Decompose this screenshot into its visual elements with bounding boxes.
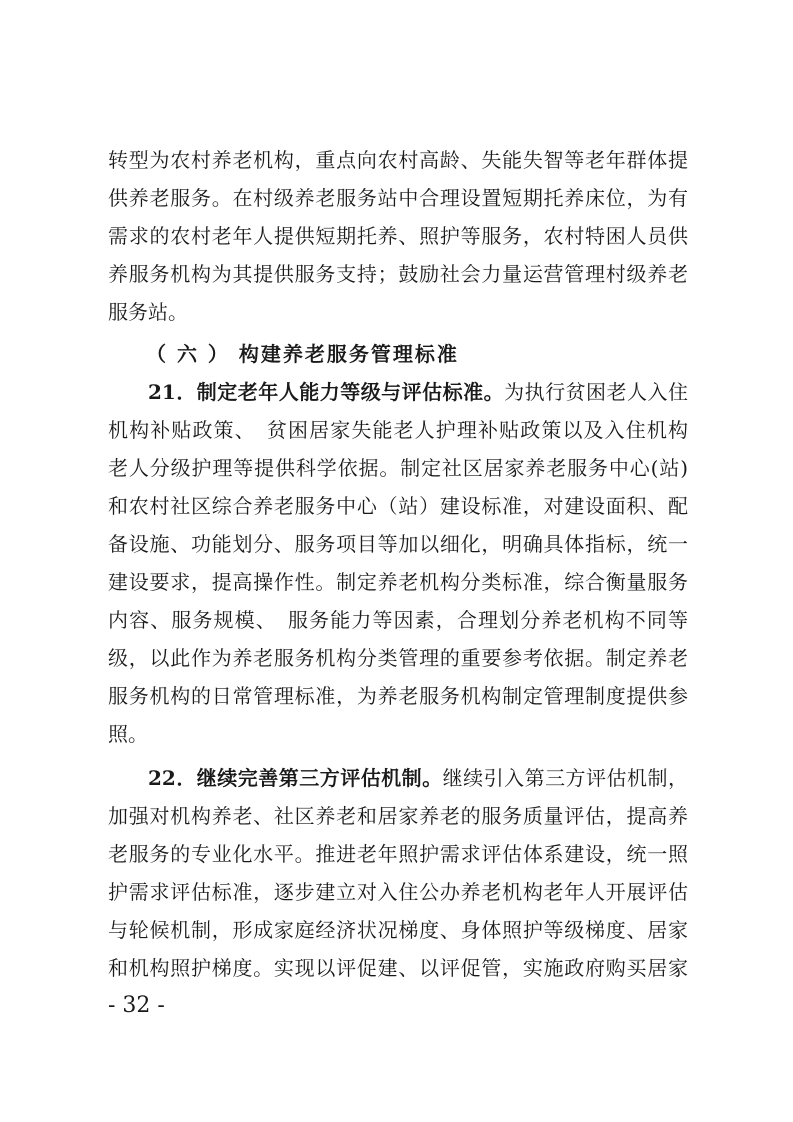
item22-first-line [148, 762, 688, 794]
body-text-line: 加强对机构养老、社区养老和居家养老的服务质量评估，提高养 [108, 804, 688, 828]
body-text-line: 和机构照护梯度。实现以评促建、以评促管，实施政府购买居家 [108, 956, 688, 980]
body-text-line: 级，以此作为养老服务机构分类管理的重要参考依据。制定养老 [108, 646, 688, 670]
item21-title: 21．制定老年人能力等级与评估标准。 [148, 380, 505, 404]
body-text-line: 内容、服务规模、 服务能力等因素，合理划分养老机构不同等 [108, 608, 688, 632]
body-text-line: 老人分级护理等提供科学依据。制定社区居家养老服务中心(站) [108, 456, 688, 480]
body-text-line: 和农村社区综合养老服务中心（站）建设标准，对建设面积、配 [108, 494, 688, 518]
item21-first-line [148, 376, 688, 408]
page-number: - 32 - [108, 993, 165, 1018]
body-text-line: 服务机构的日常管理标准，为养老服务机构制定管理制度提供参 [108, 684, 688, 708]
body-text-line: 与轮候机制，形成家庭经济状况梯度、身体照护等级梯度、居家 [108, 918, 688, 942]
body-text-line: 服务站。 [108, 300, 188, 324]
body-text-line: 供养老服务。在村级养老服务站中合理设置短期托养床位，为有 [108, 186, 688, 210]
body-text-line: 转型为农村养老机构，重点向农村高龄、失能失智等老年群体提 [108, 148, 688, 172]
body-text-line: 养服务机构为其提供服务支持；鼓励社会力量运营管理村级养老 [108, 262, 688, 286]
body-text-line: 机构补贴政策、 贫困居家失能老人护理补贴政策以及入住机构 [108, 418, 688, 442]
body-text-line: 照。 [108, 722, 148, 746]
item21-first-line-text: 为执行贫困老人入住 [504, 380, 688, 404]
body-text-line: 护需求评估标准，逐步建立对入住公办养老机构老年人开展评估 [108, 880, 688, 904]
section-heading: （ 六 ） 构建养老服务管理标准 [146, 342, 459, 366]
body-text-line: 备设施、功能划分、服务项目等加以细化，明确具体指标，统一 [108, 532, 688, 556]
item22-first-line-text: 继续引入第三方评估机制， [442, 766, 688, 790]
item22-title: 22．继续完善第三方评估机制。 [148, 766, 443, 790]
body-text-line: 建设要求，提高操作性。制定养老机构分类标准，综合衡量服务 [108, 570, 688, 594]
body-text-line: 需求的农村老年人提供短期托养、照护等服务，农村特困人员供 [108, 224, 688, 248]
body-text-line: 老服务的专业化水平。推进老年照护需求评估体系建设，统一照 [108, 842, 688, 866]
